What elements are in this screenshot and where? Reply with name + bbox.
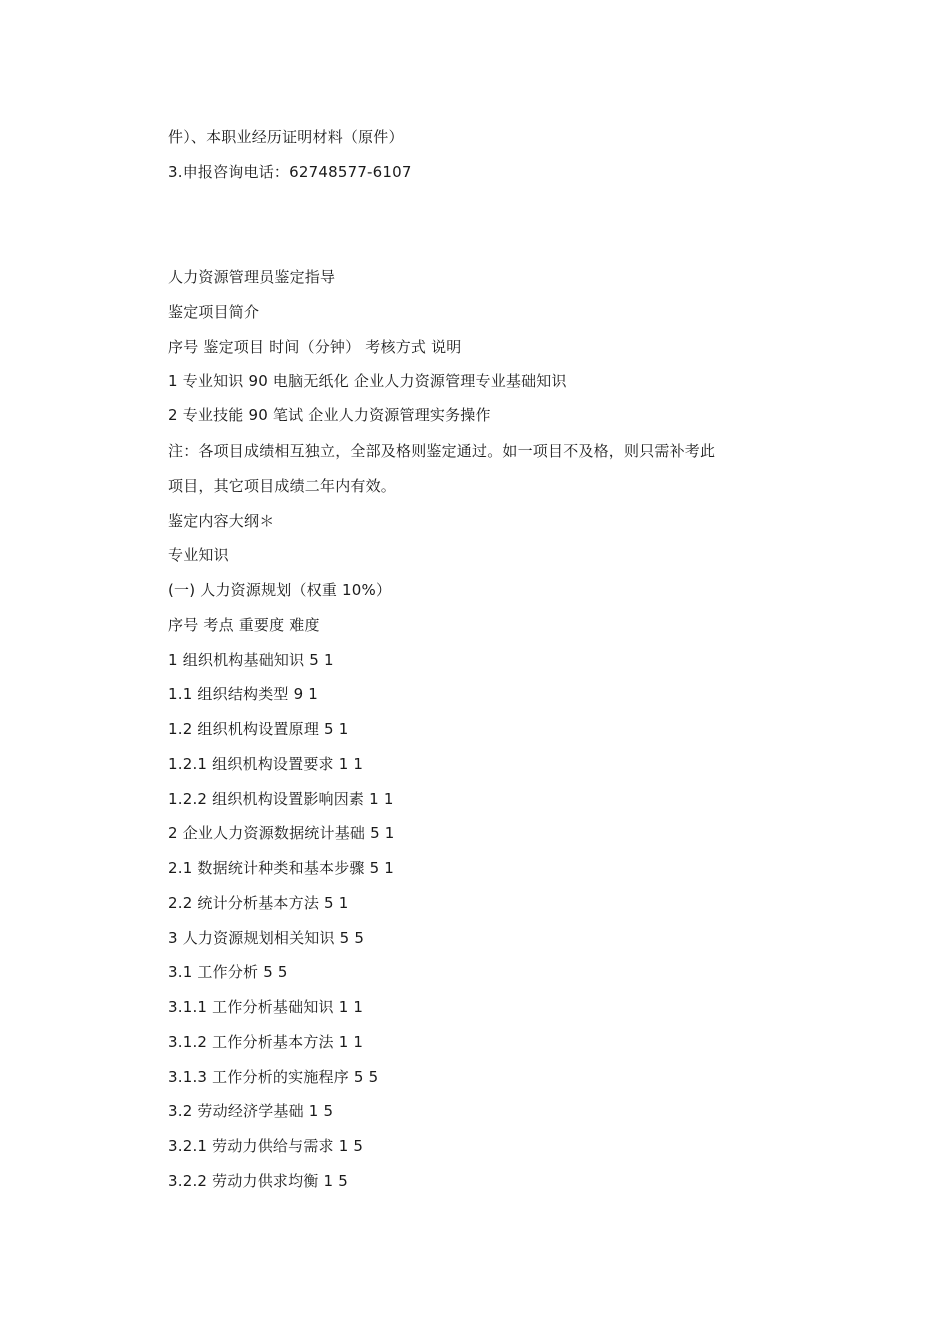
subsection-title: 鉴定项目简介 [168, 303, 260, 321]
outline-item: 3.1 工作分析 5 5 [168, 963, 288, 981]
table-header: 序号 鉴定项目 时间（分钟） 考核方式 说明 [168, 338, 462, 356]
outline-item: 1.2.1 组织机构设置要求 1 1 [168, 755, 364, 773]
outline-item: 1.2 组织机构设置原理 5 1 [168, 720, 349, 738]
subsection-title: 鉴定内容大纲＊ [168, 512, 275, 530]
outline-item: 3.2 劳动经济学基础 1 5 [168, 1102, 334, 1120]
table-row: 2 专业技能 90 笔试 企业人力资源管理实务操作 [168, 406, 491, 424]
outline-item: 3.2.1 劳动力供给与需求 1 5 [168, 1137, 364, 1155]
note-text: 注：各项目成绩相互独立，全部及格则鉴定通过。如一项目不及格，则只需补考此 [168, 442, 716, 460]
outline-item: 2.1 数据统计种类和基本步骤 5 1 [168, 859, 395, 877]
outline-item: 2.2 统计分析基本方法 5 1 [168, 894, 349, 912]
subsection-title: 专业知识 [168, 546, 229, 564]
table-header: 序号 考点 重要度 难度 [168, 616, 320, 634]
text-line: 3.申报咨询电话：62748577-6107 [168, 163, 412, 181]
outline-item: 1 组织机构基础知识 5 1 [168, 651, 334, 669]
outline-item: 3.1.2 工作分析基本方法 1 1 [168, 1033, 364, 1051]
subsection-title: (一) 人力资源规划（权重 10%） [168, 581, 392, 599]
outline-item: 1.2.2 组织机构设置影响因素 1 1 [168, 790, 394, 808]
note-text: 项目，其它项目成绩二年内有效。 [168, 477, 397, 495]
table-row: 1 专业知识 90 电脑无纸化 企业人力资源管理专业基础知识 [168, 372, 567, 390]
outline-item: 3.1.3 工作分析的实施程序 5 5 [168, 1068, 379, 1086]
outline-item: 1.1 组织结构类型 9 1 [168, 685, 319, 703]
section-title: 人力资源管理员鉴定指导 [168, 268, 336, 286]
outline-item: 3.1.1 工作分析基础知识 1 1 [168, 998, 364, 1016]
outline-item: 2 企业人力资源数据统计基础 5 1 [168, 824, 395, 842]
text-line: 件）、本职业经历证明材料（原件） [168, 128, 404, 146]
outline-item: 3 人力资源规划相关知识 5 5 [168, 929, 365, 947]
outline-item: 3.2.2 劳动力供求均衡 1 5 [168, 1172, 348, 1190]
